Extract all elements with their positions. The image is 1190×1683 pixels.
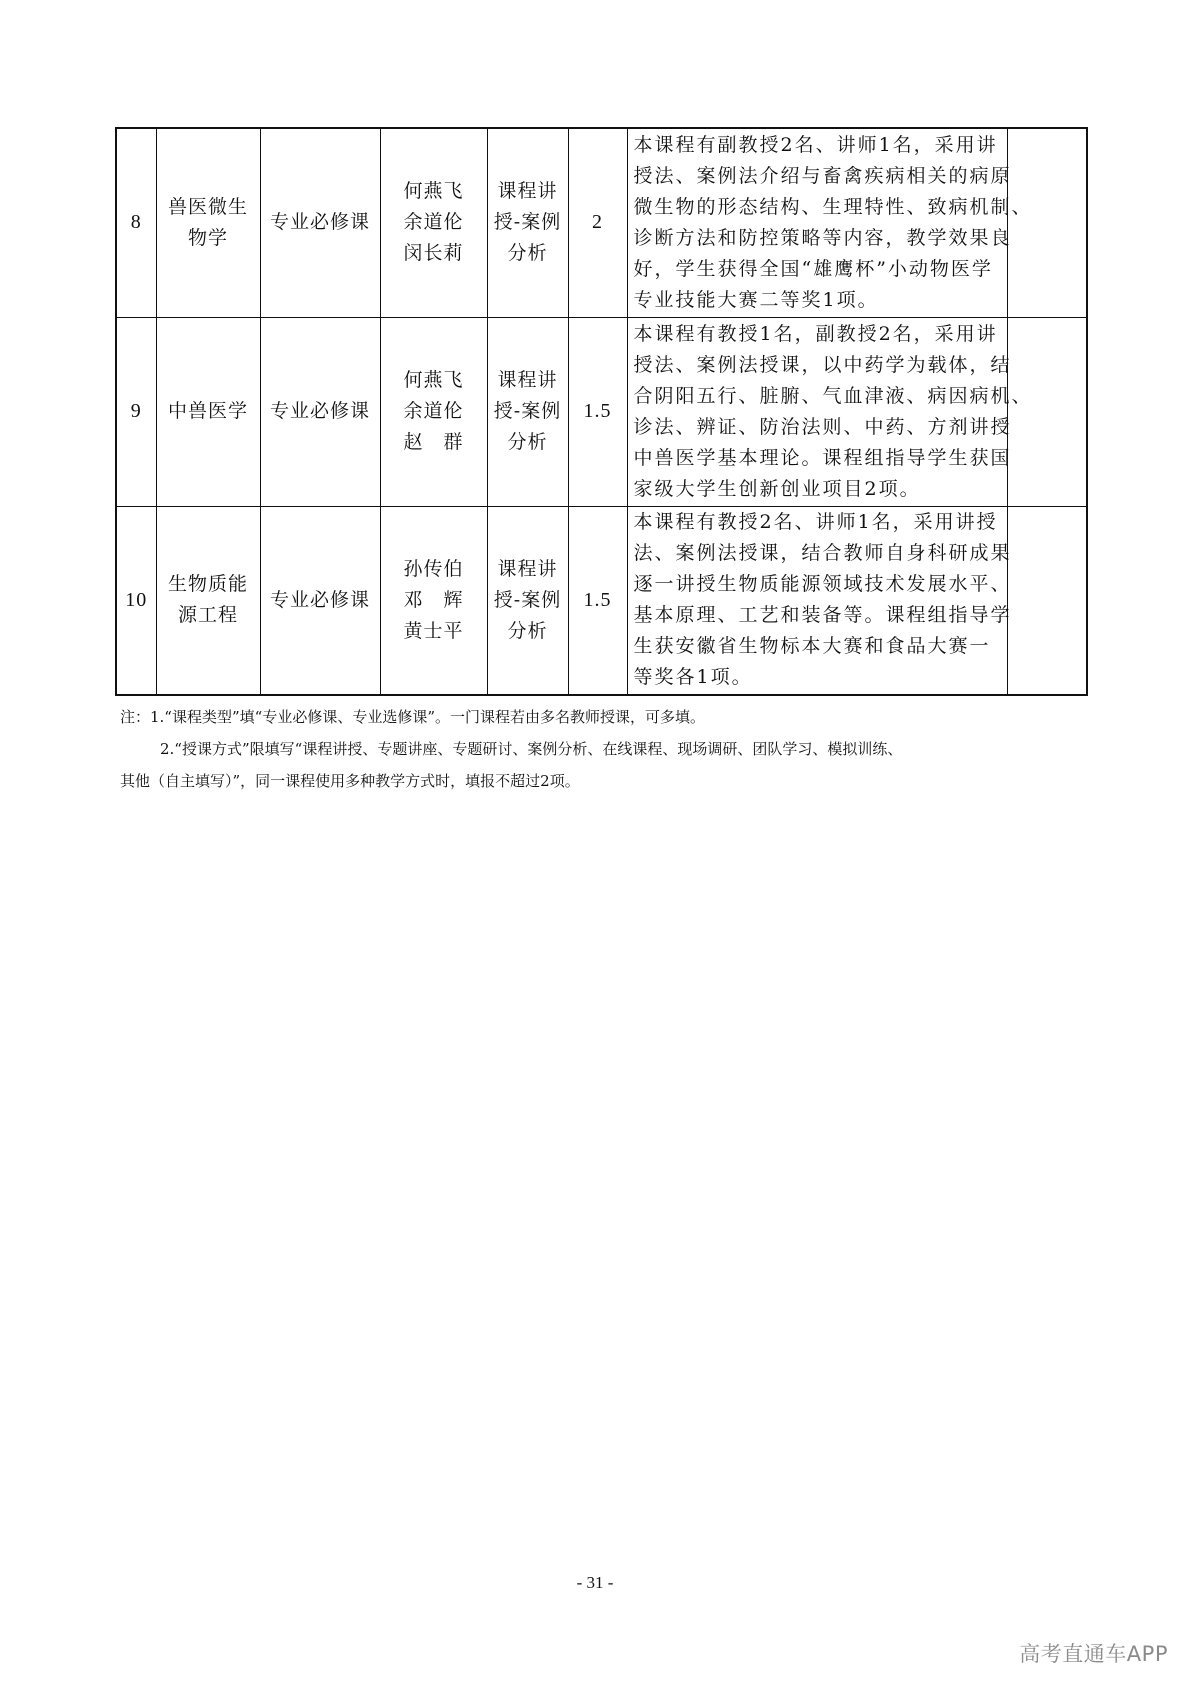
course-name-cell bbox=[156, 506, 260, 695]
row-index: 8 bbox=[116, 128, 156, 317]
description-line: 生获安徽省生物标本大赛和食品大赛一 bbox=[633, 635, 991, 658]
description-line: 诊断方法和防控策略等内容，教学效果良 bbox=[633, 226, 1012, 249]
table-row bbox=[116, 317, 1087, 506]
teaching-method-line: 课程讲 bbox=[497, 369, 558, 391]
teacher-name: 赵 群 bbox=[403, 431, 464, 453]
description-line: 家级大学生创新创业项目2项。 bbox=[633, 477, 921, 500]
course-name-cell bbox=[156, 317, 260, 506]
teacher-name: 闵长莉 bbox=[403, 242, 464, 265]
remark-cell bbox=[1007, 128, 1087, 317]
teachers-cell bbox=[380, 317, 487, 506]
description-line: 本课程有教授2名、讲师1名，采用讲授 bbox=[633, 511, 998, 534]
course-description bbox=[627, 506, 1012, 695]
description-line: 逐一讲授生物质能源领域技术发展水平、 bbox=[633, 573, 1012, 596]
teaching-method-line: 分析 bbox=[507, 242, 548, 265]
teacher-name: 余道伦 bbox=[403, 400, 464, 422]
teaching-method-line: 分析 bbox=[507, 619, 548, 642]
teaching-method-line: 分析 bbox=[507, 431, 548, 453]
teaching-method-line: 课程讲 bbox=[497, 180, 558, 203]
teaching-method-cell bbox=[487, 506, 568, 695]
description-line: 微生物的形态结构、生理特性、致病机制、 bbox=[633, 195, 1033, 218]
course-table bbox=[115, 127, 1088, 696]
remark-cell bbox=[1007, 506, 1087, 695]
description-line: 中兽医学基本理论。课程组指导学生获国 bbox=[633, 446, 1012, 469]
description-line: 等奖各1项。 bbox=[633, 666, 753, 689]
description-line: 授法、案例法授课，以中药学为载体，结 bbox=[633, 353, 1012, 376]
table-row bbox=[116, 506, 1087, 695]
course-name-line: 生物质能 bbox=[167, 573, 248, 596]
remark-cell bbox=[1007, 317, 1087, 506]
teachers-cell bbox=[380, 128, 487, 317]
table-row bbox=[116, 128, 1087, 317]
course-type: 专业必修课 bbox=[260, 128, 380, 317]
course-name-line: 兽医微生 bbox=[167, 195, 248, 218]
description-line: 好，学生获得全国“雄鹰杯”小动物医学 bbox=[633, 257, 993, 280]
description-line: 诊法、辨证、防治法则、中药、方剂讲授 bbox=[633, 415, 1012, 438]
note-1: 注：1.“课程类型”填“专业必修课、专业选修课”。一门课程若由多名教师授课，可多填。 bbox=[120, 708, 705, 726]
teaching-method-line: 课程讲 bbox=[497, 557, 558, 580]
description-line: 法、案例法授课，结合教师自身科研成果 bbox=[633, 542, 1012, 565]
description-line: 基本原理、工艺和装备等。课程组指导学 bbox=[633, 604, 1012, 627]
note-2-line-2: 其他（自主填写）”，同一课程使用多种教学方式时，填报不超过2项。 bbox=[120, 772, 580, 790]
course-type: 专业必修课 bbox=[260, 506, 380, 695]
course-name-cell bbox=[156, 128, 260, 317]
row-index: 10 bbox=[116, 506, 156, 695]
teaching-method-cell bbox=[487, 317, 568, 506]
description-line: 专业技能大赛二等奖1项。 bbox=[633, 288, 879, 311]
course-description bbox=[627, 317, 1033, 506]
description-line: 本课程有教授1名，副教授2名，采用讲 bbox=[633, 322, 998, 345]
course-hours: 1.5 bbox=[568, 506, 627, 695]
teacher-name: 何燕飞 bbox=[403, 369, 464, 391]
course-name-line: 源工程 bbox=[177, 604, 238, 627]
teacher-name: 黄士平 bbox=[403, 619, 464, 642]
teacher-name: 邓 辉 bbox=[403, 588, 464, 611]
teaching-method-line: 授-案例 bbox=[493, 588, 562, 611]
teacher-name: 孙传伯 bbox=[403, 557, 464, 580]
description-line: 合阴阳五行、脏腑、气血津液、病因病机、 bbox=[633, 384, 1033, 407]
table-notes bbox=[120, 701, 1080, 797]
course-name-line: 中兽医学 bbox=[167, 400, 248, 422]
course-type: 专业必修课 bbox=[260, 317, 380, 506]
note-2-line-1: 2.“授课方式”限填写“课程讲授、专题讲座、专题研讨、案例分析、在线课程、现场调研、团队学习、模拟训练、 bbox=[160, 740, 903, 758]
page-number: - 31 - bbox=[576, 1573, 614, 1592]
teaching-method-cell bbox=[487, 128, 568, 317]
course-hours: 1.5 bbox=[568, 317, 627, 506]
course-hours: 2 bbox=[568, 128, 627, 317]
watermark: 高考直通车APP bbox=[1019, 1642, 1168, 1666]
row-index: 9 bbox=[116, 317, 156, 506]
description-line: 授法、案例法介绍与畜禽疾病相关的病原 bbox=[633, 164, 1012, 187]
teacher-name: 余道伦 bbox=[403, 211, 464, 234]
course-name-line: 物学 bbox=[187, 226, 228, 249]
teacher-name: 何燕飞 bbox=[403, 180, 464, 203]
description-line: 本课程有副教授2名、讲师1名，采用讲 bbox=[633, 133, 998, 156]
teachers-cell bbox=[380, 506, 487, 695]
teaching-method-line: 授-案例 bbox=[493, 400, 562, 422]
teaching-method-line: 授-案例 bbox=[493, 211, 562, 234]
course-description bbox=[627, 128, 1033, 317]
